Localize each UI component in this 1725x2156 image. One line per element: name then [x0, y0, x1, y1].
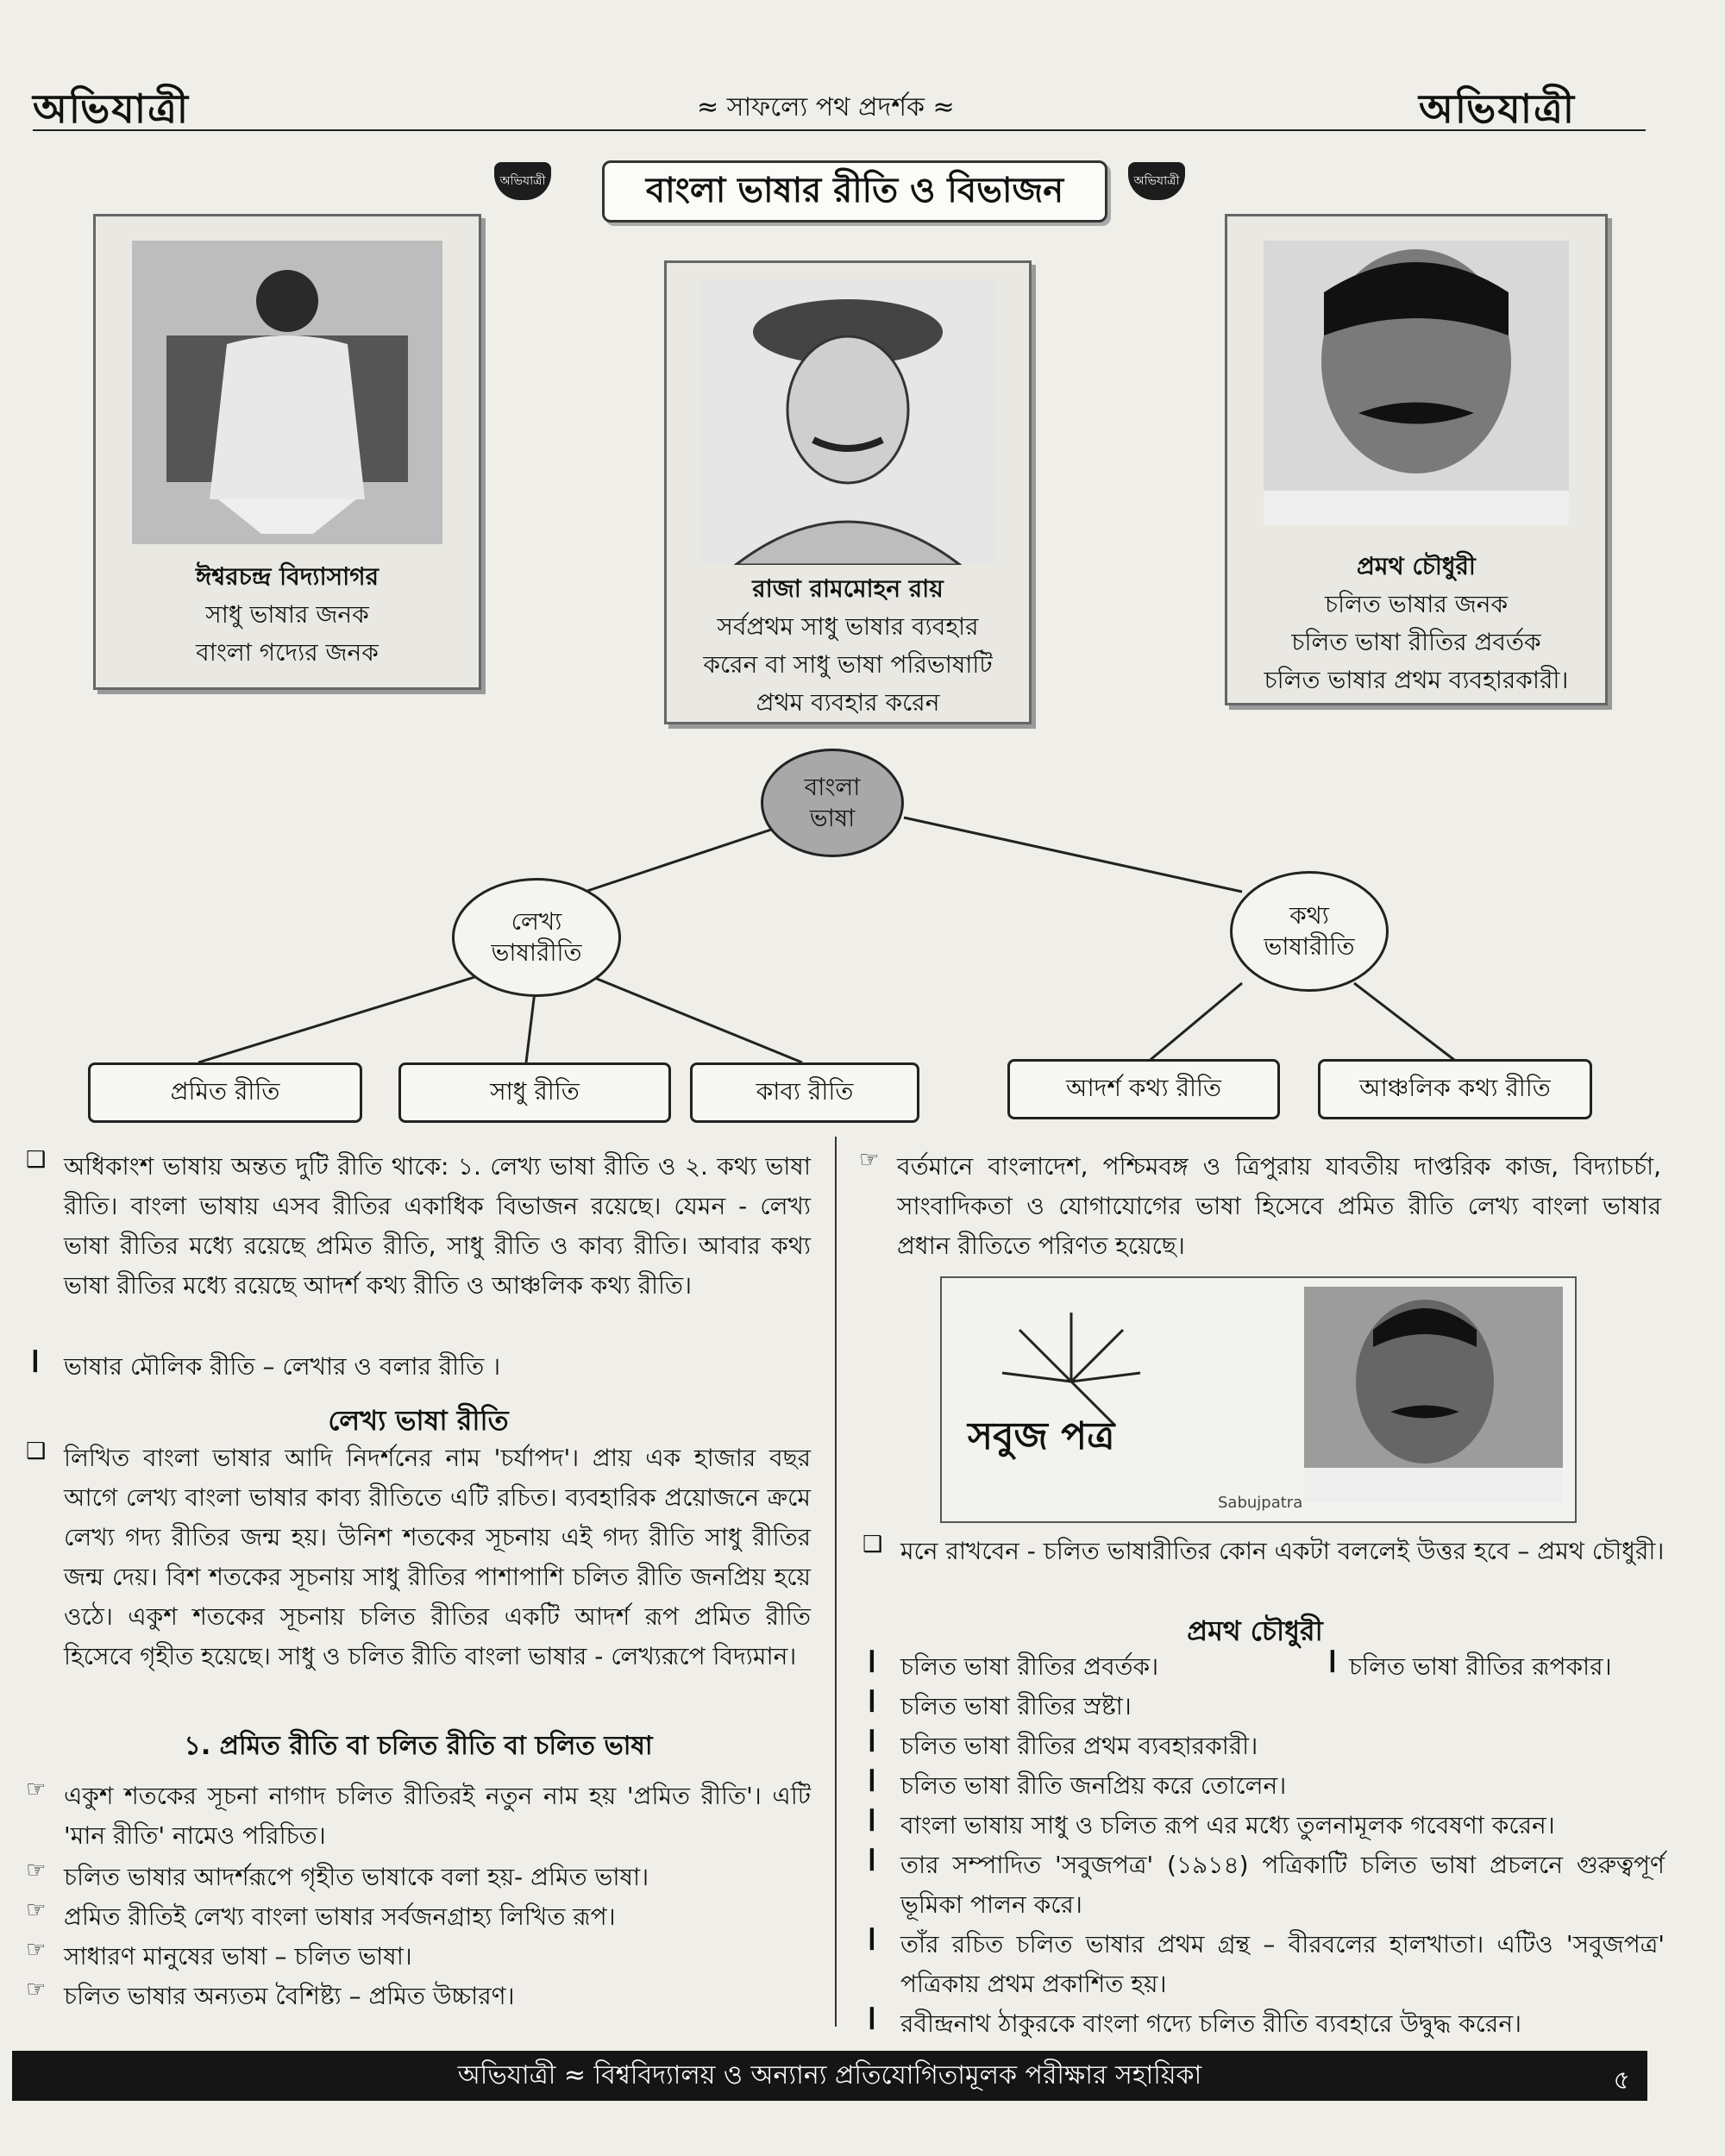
- list-item: [862, 1687, 1665, 1727]
- diagram-root-node: [761, 749, 904, 857]
- point-text: চলিত ভাষা রীতির প্রবর্তক।: [900, 1652, 1159, 1681]
- diagram-leaf-sadhu: সাধু রীতি: [398, 1062, 671, 1123]
- portrait-name: প্রমথ চৌধুরী: [1357, 552, 1476, 580]
- bar-bullet-icon: ❙: [26, 1347, 45, 1373]
- brand-right: অভিযাত্রী: [1419, 85, 1577, 132]
- list-item: [862, 1532, 1665, 1571]
- diagram-leaf-promito: প্রমিত রীতি: [88, 1062, 362, 1123]
- badge-right: অভিযাত্রী: [1128, 162, 1185, 200]
- section-heading-pramatha: প্রমথ চৌধুরী: [1187, 1614, 1323, 1647]
- subheading-promito: ১. প্রমিত রীতি বা চলিত রীতি বা চলিত ভাষা: [184, 1731, 653, 1761]
- bar-bullet-icon: ❙: [862, 1766, 881, 1792]
- bar-bullet-icon: ❙: [862, 1647, 881, 1673]
- portrait-line: সর্বপ্রথম সাধু ভাষার ব্যবহার: [717, 612, 979, 641]
- portrait-line: করেন বা সাধু ভাষা পরিভাষাটি: [703, 650, 993, 679]
- diagram-leaf-adarsha: আদর্শ কথ্য রীতি: [1007, 1059, 1280, 1119]
- checkbox-bullet-icon: ❑: [26, 1438, 47, 1464]
- list-item: [862, 1766, 1665, 1806]
- bar-bullet-icon: ❙: [862, 1806, 881, 1832]
- node-label: ভাষারীতি: [491, 938, 582, 967]
- checkbox-bullet-icon: ❑: [862, 1532, 883, 1557]
- list-item: [26, 1347, 811, 1387]
- portrait-name: রাজা রামমোহন রায়: [752, 574, 944, 603]
- diagram-leaf-anchalik: আঞ্চলিক কথ্য রীতি: [1318, 1059, 1592, 1119]
- list-item: [26, 1438, 811, 1677]
- diagram-leaf-kabya: কাব্য রীতি: [690, 1062, 919, 1123]
- pointing-hand-icon: ☞: [859, 1147, 880, 1173]
- header-tagline: ≈ সাফল্যে পথ প্রদর্শক ≈: [697, 92, 955, 122]
- bar-bullet-icon: ❙: [1323, 1647, 1342, 1673]
- sabujpatra-image: [940, 1276, 1577, 1523]
- written-paragraph: লিখিত বাংলা ভাষার আদি নিদর্শনের নাম 'চর্যাপদ'। প্রায় এক হাজার বছর আগে লেখ্য বাংলা ভাষার কাব্য রীতিতে এটি রচিত। ব্যবহারিক প্রয়োজনে ক্রমে লেখ্য গদ্য রীতির জন্ম হয়। উনিশ শতকের সূচনায় এই গদ্য রীতি সাধু রীতির জন্ম দেয়। বিশ শতকের সূচনায় সাধু রীতির পাশাপাশি চলিত রীতি জনপ্রিয় হয়ে ওঠে। একুশ শতকের সূচনায় চলিত রীতির একটি আদর্শ রূপ প্রমিত রীতি হিসেবে গৃহীত হয়েছে। সাধু ও চলিত রীতি বাংলা ভাষার - লেখ্যরূপে বিদ্যমান।: [64, 1444, 811, 1670]
- list-item: [26, 1777, 811, 1856]
- diagram-spoken-node: [1230, 871, 1389, 992]
- sabujpatra-caption: Sabujpatra: [1218, 1494, 1303, 1512]
- portrait-line: সাধু ভাষার জনক: [205, 600, 369, 629]
- point-text: চলিত ভাষা রীতির স্রষ্টা।: [900, 1692, 1132, 1720]
- checkbox-bullet-icon: ❑: [26, 1147, 47, 1173]
- pointing-hand-icon: ☞: [26, 1897, 47, 1923]
- bar-bullet-icon: ❙: [862, 1727, 881, 1752]
- note-text: মনে রাখবেন - চলিত ভাষারীতির কোন একটা বললেই উত্তর হবে – প্রমথ চৌধুরী।: [900, 1537, 1665, 1565]
- intro-text: ভাষার মৌলিক রীতি – লেখার ও বলার রীতি ।: [64, 1352, 501, 1381]
- pointing-hand-icon: ☞: [26, 1977, 47, 2002]
- list-item: [26, 1897, 811, 1937]
- point-text: বর্তমানে বাংলাদেশ, পশ্চিমবঙ্গ ও ত্রিপুরায় যাবতীয় দাপ্তরিক কাজ, বিদ্যাচর্চা, সাংবাদিকতা ও যোগাযোগের ভাষা হিসেবে প্রমিত রীতি লেখ্য বাংলা ভাষার প্রধান রীতিতে পরিণত হয়েছে।: [897, 1152, 1661, 1260]
- node-label: বাংলা: [804, 773, 861, 801]
- node-label: লেখ্য: [511, 907, 562, 936]
- point-text: বাংলা ভাষায় সাধু ও চলিত রূপ এর মধ্যে তুলনামূলক গবেষণা করেন।: [900, 1811, 1555, 1839]
- bar-bullet-icon: ❙: [862, 2004, 881, 2030]
- point-text: চলিত ভাষার আদর্শরূপে গৃহীত ভাষাকে বলা হয়- প্রমিত ভাষা।: [64, 1863, 649, 1891]
- list-item: [26, 1147, 811, 1306]
- node-label: ভাষারীতি: [1264, 932, 1355, 961]
- point-text: চলিত ভাষার অন্যতম বৈশিষ্ট্য – প্রমিত উচ্চারণ।: [64, 1982, 515, 2010]
- list-item: [862, 1806, 1665, 1846]
- page-title: বাংলা ভাষার রীতি ও বিভাজন: [602, 160, 1107, 222]
- sabujpatra-logo: সবুজ পত্র: [968, 1414, 1115, 1458]
- point-text: একুশ শতকের সূচনা নাগাদ চলিত রীতিরই নতুন নাম হয় 'প্রমিত রীতি'। এটি 'মান রীতি' নামেও পরিচিত।: [64, 1782, 811, 1850]
- list-item: [862, 1925, 1665, 2004]
- diagram-written-node: [452, 878, 621, 997]
- list-item: [862, 1727, 1665, 1766]
- portrait-line: প্রথম ব্যবহার করেন: [756, 688, 940, 717]
- portrait-name: ঈশ্বরচন্দ্র বিদ্যাসাগর: [195, 562, 380, 591]
- badge-left: অভিযাত্রী: [494, 162, 551, 200]
- point-text: চলিত ভাষা রীতির রূপকার।: [1349, 1652, 1612, 1681]
- list-item: [26, 1937, 811, 1977]
- list-item: [26, 1977, 811, 2016]
- bar-bullet-icon: ❙: [862, 1687, 881, 1713]
- list-item: [862, 2004, 1665, 2044]
- node-label: ভাষা: [809, 804, 856, 832]
- point-text: তাঁর রচিত চলিত ভাষার প্রথম গ্রন্থ – বীরবলের হালখাতা। এটিও 'সবুজপত্র' পত্রিকায় প্রথম প্রকাশিত হয়।: [900, 1930, 1665, 1998]
- bar-bullet-icon: ❙: [862, 1846, 881, 1871]
- list-item: [862, 1846, 1665, 1925]
- page-number: ৫: [1613, 2065, 1630, 2096]
- portrait-line: চলিত ভাষার জনক: [1324, 590, 1509, 618]
- point-text: সাধারণ মানুষের ভাষা – চলিত ভাষা।: [64, 1942, 412, 1971]
- pointing-hand-icon: ☞: [26, 1777, 47, 1802]
- portrait-line: চলিত ভাষার প্রথম ব্যবহারকারী।: [1264, 666, 1569, 694]
- column-divider: [835, 1137, 837, 2027]
- list-item: [26, 1858, 811, 1897]
- list-item: [862, 1647, 1665, 1687]
- point-text: চলিত ভাষা রীতি জনপ্রিয় করে তোলেন।: [900, 1771, 1287, 1800]
- point-text: রবীন্দ্রনাথ ঠাকুরকে বাংলা গদ্যে চলিত রীতি ব্যবহারে উদ্বুদ্ধ করেন।: [900, 2009, 1522, 2038]
- pointing-hand-icon: ☞: [26, 1937, 47, 1963]
- portrait-line: বাংলা গদ্যের জনক: [196, 638, 379, 667]
- footer-text: অভিযাত্রী ≈ বিশ্ববিদ্যালয় ও অন্যান্য প্রতিযোগিতামূলক পরীক্ষার সহায়িকা: [457, 2059, 1202, 2090]
- intro-text: অধিকাংশ ভাষায় অন্তত দুটি রীতি থাকে: ১. লেখ্য ভাষা রীতি ও ২. কথ্য ভাষা রীতি। বাংলা ভাষায় এসব রীতির একাধিক বিভাজন রয়েছে। যেমন - লেখ্য ভাষা রীতির মধ্যে রয়েছে প্রমিত রীতি, সাধু রীতি ও কাব্য রীতি। আবার কথ্য ভাষা রীতির মধ্যে রয়েছে আদর্শ কথ্য রীতি ও আঞ্চলিক কথ্য রীতি।: [64, 1152, 811, 1300]
- sabujpatra-illustration: [942, 1278, 1575, 1521]
- list-item: [859, 1147, 1661, 1266]
- point-text: তার সম্পাদিত 'সবুজপত্র' (১৯১৪) পত্রিকাটি চলিত ভাষা প্রচলনে গুরুত্বপূর্ণ ভূমিকা পালন করে।: [900, 1851, 1665, 1919]
- bar-bullet-icon: ❙: [862, 1925, 881, 1951]
- section-heading-written: লেখ্য ভাষা রীতি: [328, 1404, 509, 1437]
- footer-bar: [12, 2051, 1647, 2101]
- portrait-line: চলিত ভাষা রীতির প্রবর্তক: [1291, 628, 1541, 656]
- node-label: কথ্য: [1289, 901, 1329, 930]
- pointing-hand-icon: ☞: [26, 1858, 47, 1883]
- point-text: চলিত ভাষা রীতির প্রথম ব্যবহারকারী।: [900, 1732, 1258, 1760]
- point-text: প্রমিত রীতিই লেখ্য বাংলা ভাষার সর্বজনগ্রাহ্য লিখিত রূপ।: [64, 1902, 616, 1931]
- brand-left: অভিযাত্রী: [33, 85, 191, 132]
